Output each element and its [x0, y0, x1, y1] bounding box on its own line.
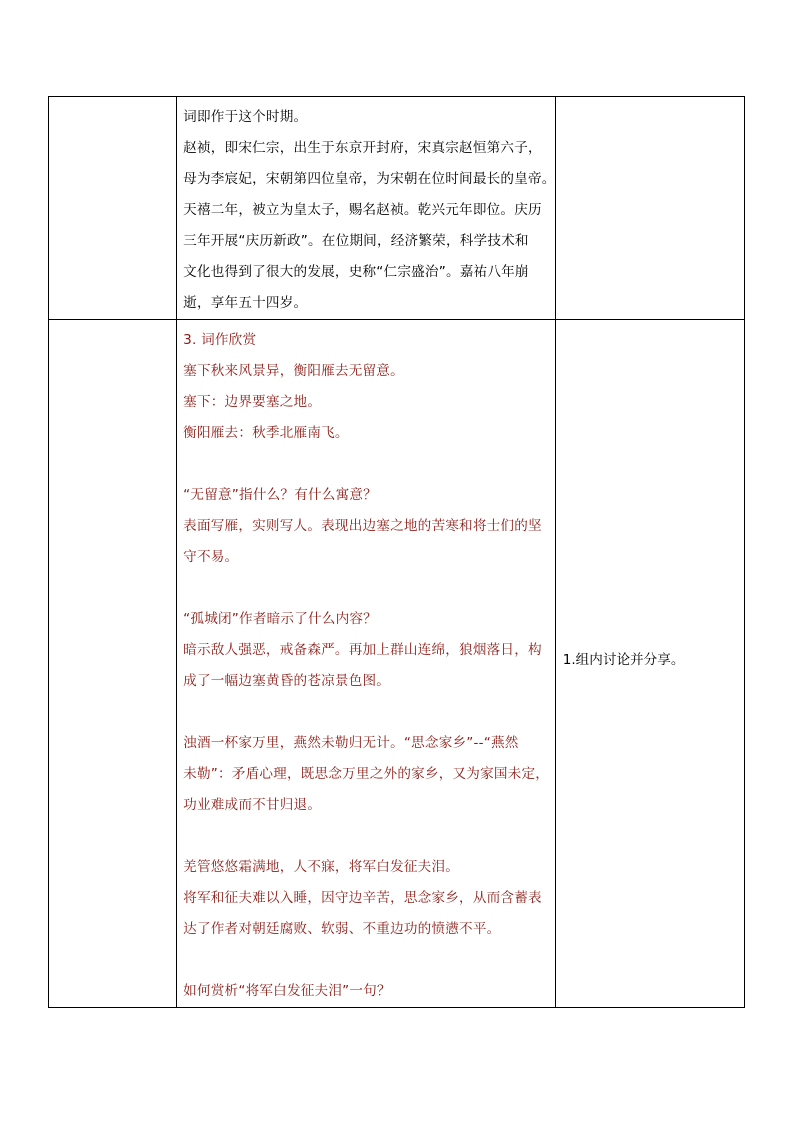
- content-cell: [177, 97, 556, 320]
- paragraph-line: 天禧二年，被立为皇太子，赐名赵祯。乾兴元年即位。庆历: [183, 202, 542, 218]
- activity-cell: [555, 320, 744, 1008]
- question-line: “无留意”指什么？有什么寓意？: [183, 487, 377, 503]
- question-line: “孤城闭”作者暗示了什么内容？: [183, 611, 377, 627]
- answer-line: 成了一幅边塞黄昏的苍凉景色图。: [183, 673, 391, 689]
- blank-line: [183, 945, 551, 976]
- annotation-line: 塞下：边界要塞之地。: [183, 394, 322, 410]
- question-line: 如何赏析“将军白发征夫泪”一句？: [183, 983, 391, 999]
- paragraph-line: 赵祯，即宋仁宗，出生于东京开封府，宋真宗赵恒第六子，: [183, 140, 542, 156]
- paragraph-line: 词即作于这个时期。: [183, 109, 308, 125]
- answer-line: 暗示敌人强恶，戒备森严。再加上群山连绵，狼烟落日，构: [183, 642, 542, 658]
- poem-line: 浊酒一杯家万里，燕然未勒归无计。“思念家乡”--“燕然: [183, 735, 519, 751]
- content-cell: [177, 320, 556, 1008]
- paragraph-line: 逝，享年五十四岁。: [183, 295, 308, 311]
- answer-line: 守不易。: [183, 549, 239, 565]
- paragraph-line: 文化也得到了很大的发展，史称“仁宗盛治”。嘉祐八年崩: [183, 264, 529, 280]
- poem-line: 塞下秋来风景异，衡阳雁去无留意。: [183, 363, 404, 379]
- paragraph-line: 三年开展“庆历新政”。在位期间，经济繁荣，科学技术和: [183, 233, 529, 249]
- answer-line: 表面写雁，实则写人。表现出边塞之地的苦寒和将士们的坚: [183, 518, 542, 534]
- stage-cell: [49, 320, 177, 1008]
- answer-line: 功业难成而不甘归退。: [183, 797, 322, 813]
- annotation-line: 衡阳雁去：秋季北雁南飞。: [183, 425, 349, 441]
- answer-line: 未勒”：矛盾心理，既思念万里之外的家乡，又为家国未定，: [183, 766, 550, 782]
- section-heading: 3. 词作欣赏: [183, 332, 257, 348]
- stage-cell: [49, 97, 177, 320]
- lesson-plan-table: [48, 96, 745, 1008]
- activity-text: 1.组内讨论并分享。: [562, 652, 685, 668]
- poem-line: 羌管悠悠霜满地，人不寐，将军白发征夫泪。: [183, 859, 460, 875]
- answer-line: 达了作者对朝廷腐败、软弱、不重边功的愤懑不平。: [183, 921, 501, 937]
- table-row: [49, 320, 745, 1008]
- paragraph-line: 母为李宸妃，宋朝第四位皇帝，为宋朝在位时间最长的皇帝。: [183, 171, 556, 187]
- blank-line: [183, 449, 551, 480]
- answer-line: 将军和征夫难以入睡，因守边辛苦，思念家乡，从而含蓄表: [183, 890, 542, 906]
- blank-line: [183, 697, 551, 728]
- table-row: [49, 97, 745, 320]
- blank-line: [183, 573, 551, 604]
- activity-cell: [555, 97, 744, 320]
- blank-line: [183, 821, 551, 852]
